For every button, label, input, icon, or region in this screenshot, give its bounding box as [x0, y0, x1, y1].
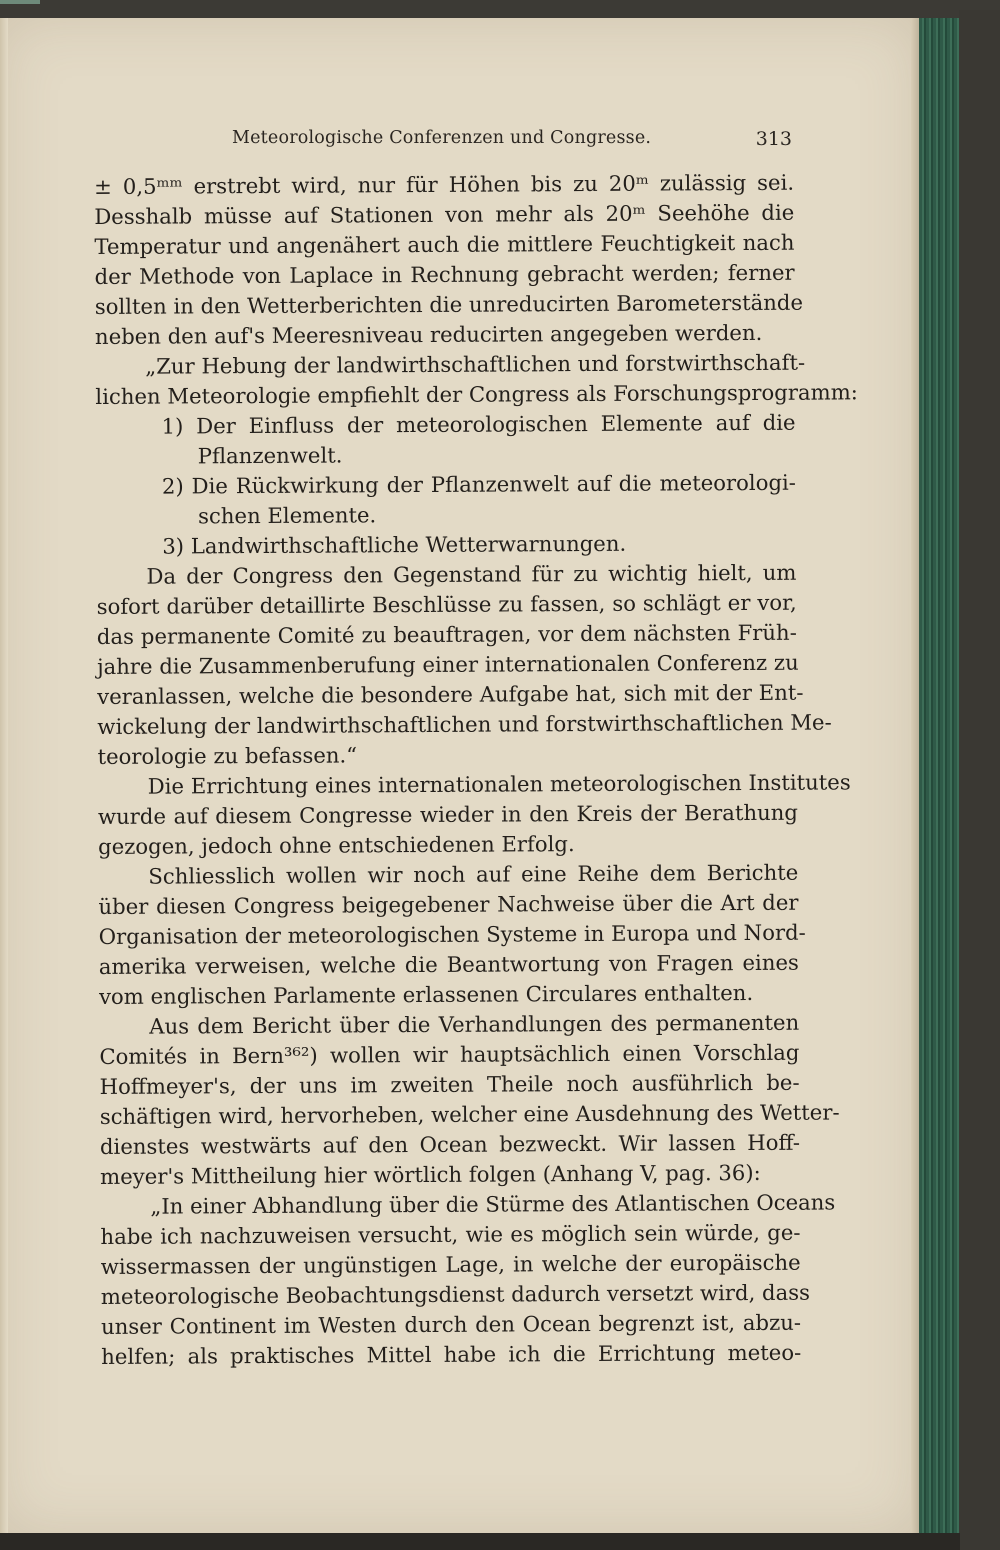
text-line: meteorologische Beobachtungsdienst dadurch versetzt wird, dass: [100, 1279, 811, 1309]
scan-background-right: [959, 10, 1000, 1550]
text-line: Temperatur und angenähert auch die mittlere Feuchtigkeit nach: [94, 229, 795, 259]
text-line: schäftigen wird, hervorheben, welcher eine Ausdehnung des Wetter-: [99, 1099, 840, 1129]
text-line: teorologie zu befassen.“: [97, 742, 358, 769]
list-item-2: 2) Die Rückwirkung der Pflanzenwelt auf die meteorologi-: [161, 469, 796, 499]
scan-background-bottom: [0, 1533, 960, 1550]
text-line: ± 0,5ᵐᵐ erstrebt wird, nur für Höhen bis zu 20ᵐ zulässig sei.: [94, 169, 795, 199]
text-line: Desshalb müsse auf Stationen von mehr als 20ᵐ Seehöhe die: [94, 199, 795, 229]
text-line: wickelung der landwirthschaftlichen und forstwirthschaftlichen Me-: [97, 709, 832, 739]
text-line: meyer's Mittheilung hier wörtlich folgen (Anhang V, pag. 36):: [100, 1159, 761, 1189]
text-line: das permanente Comité zu beauftragen, vor dem nächsten Früh-: [96, 619, 797, 649]
text-line: sofort darüber detaillirte Beschlüsse zu fassen, so schlägt er vor,: [96, 589, 797, 619]
text-line: lichen Meteorologie empfiehlt der Congress als Forschungsprogramm:: [95, 379, 858, 409]
text-line: Da der Congress den Gegenstand für zu wichtig hielt, um: [146, 559, 797, 589]
text-line: neben den auf's Meeresniveau reducirten angegeben werden.: [94, 319, 763, 349]
text-line: veranlassen, welche die besondere Aufgabe hat, sich mit der Ent-: [97, 679, 804, 709]
text-line: helfen; als praktisches Mittel habe ich die Errichtung meteo-: [101, 1339, 802, 1369]
book-cover-edge: [919, 18, 959, 1533]
page-gutter: [0, 18, 8, 1533]
text-line: unser Continent im Westen durch den Ocean begrenzt ist, abzu-: [100, 1309, 802, 1339]
text-line: amerika verweisen, welche die Beantwortung von Fragen eines: [98, 949, 799, 979]
running-header: [232, 128, 792, 158]
text-line: Hoffmeyer's, der uns im zweiten Theile noch ausführlich be-: [99, 1069, 800, 1099]
running-title: Meteorologische Conferenzen und Congresse.: [232, 128, 652, 148]
text-line: Schliesslich wollen wir noch auf eine Reihe dem Berichte: [148, 859, 799, 889]
text-line: vom englischen Parlamente erlassenen Circulares enthalten.: [98, 979, 754, 1009]
list-item-1: 1) Der Einfluss der meteorologischen Elemente auf die: [161, 409, 796, 439]
text-line: dienstes westwärts auf den Ocean bezweckt. Wir lassen Hoff-: [99, 1129, 801, 1159]
text-line: gezogen, jedoch ohne entschiedenen Erfolg.: [98, 831, 575, 859]
text-line: Pflanzenwelt.: [197, 442, 343, 469]
scan-background-top: [0, 0, 1000, 20]
text-line: „In einer Abhandlung über die Stürme des Atlantischen Oceans: [150, 1189, 836, 1219]
text-line: über diesen Congress beigegebener Nachweise über die Art der: [98, 889, 799, 919]
body-text: [94, 168, 858, 1372]
text-line: habe ich nachzuweisen versucht, wie es möglich sein würde, ge-: [100, 1219, 801, 1249]
text-line: Organisation der meteorologischen Systeme in Europa und Nord-: [98, 919, 806, 949]
text-line: jahre die Zusammenberufung einer internationalen Conferenz zu: [96, 649, 799, 679]
text-line: Die Errichtung eines internationalen meteorologischen Institutes: [147, 769, 851, 799]
binding-strip: [0, 0, 40, 4]
text-line: schen Elemente.: [198, 502, 377, 529]
text-line: Comités in Bern³⁶²) wollen wir hauptsächlich einen Vorschlag: [99, 1039, 800, 1069]
text-line: „Zur Hebung der landwirthschaftlichen und forstwirthschaft-: [145, 349, 806, 379]
text-line: der Methode von Laplace in Rechnung gebracht werden; ferner: [94, 259, 795, 289]
text-line: Aus dem Bericht über die Verhandlungen des permanenten: [149, 1009, 800, 1039]
page-number: 313: [755, 128, 792, 150]
list-item-3: 3) Landwirthschaftliche Wetterwarnungen.: [162, 530, 627, 559]
text-line: sollten in den Wetterberichten die unreducirten Barometerstände: [94, 289, 804, 319]
text-line: wurde auf diesem Congresse wieder in den Kreis der Berathung: [97, 799, 799, 829]
text-line: wissermassen der ungünstigen Lage, in welche der europäische: [100, 1249, 801, 1279]
